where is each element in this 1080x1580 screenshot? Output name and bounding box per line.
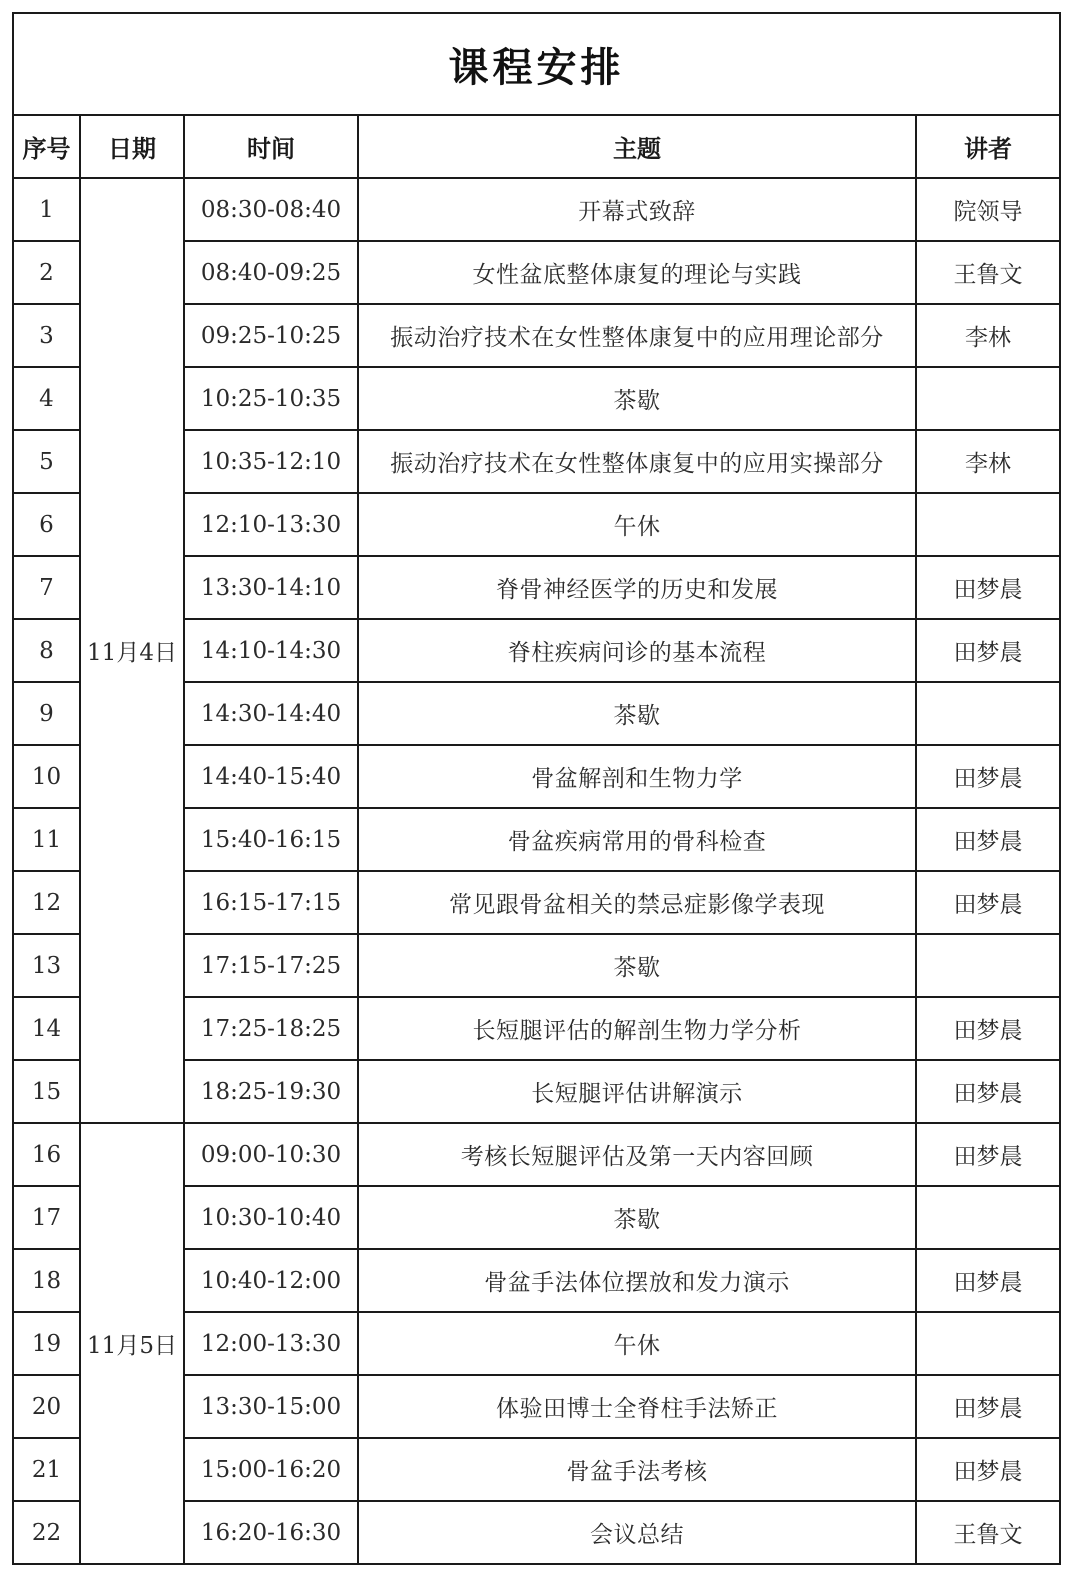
time-cell: 12:00-13:30 [184, 1312, 358, 1375]
speaker-cell: 李林 [916, 304, 1060, 367]
seq-cell: 8 [13, 619, 80, 682]
seq-cell: 4 [13, 367, 80, 430]
speaker-cell [916, 934, 1060, 997]
speaker-cell: 田梦晨 [916, 871, 1060, 934]
time-cell: 10:25-10:35 [184, 367, 358, 430]
seq-cell: 3 [13, 304, 80, 367]
topic-cell: 骨盆解剖和生物力学 [358, 745, 916, 808]
time-cell: 15:40-16:15 [184, 808, 358, 871]
time-cell: 17:25-18:25 [184, 997, 358, 1060]
time-cell: 16:15-17:15 [184, 871, 358, 934]
topic-cell: 骨盆手法考核 [358, 1438, 916, 1501]
seq-cell: 1 [13, 178, 80, 241]
speaker-cell [916, 682, 1060, 745]
speaker-cell: 李林 [916, 430, 1060, 493]
header-time: 时间 [184, 115, 358, 178]
speaker-cell [916, 1312, 1060, 1375]
time-cell: 09:00-10:30 [184, 1123, 358, 1186]
time-cell: 13:30-14:10 [184, 556, 358, 619]
header-speaker: 讲者 [916, 115, 1060, 178]
seq-cell: 9 [13, 682, 80, 745]
time-cell: 16:20-16:30 [184, 1501, 358, 1564]
schedule-table [12, 12, 1061, 1565]
time-cell: 14:30-14:40 [184, 682, 358, 745]
speaker-cell [916, 367, 1060, 430]
topic-cell: 常见跟骨盆相关的禁忌症影像学表现 [358, 871, 916, 934]
header-row [13, 115, 1060, 178]
seq-cell: 15 [13, 1060, 80, 1123]
time-cell: 15:00-16:20 [184, 1438, 358, 1501]
seq-cell: 12 [13, 871, 80, 934]
seq-cell: 19 [13, 1312, 80, 1375]
time-cell: 12:10-13:30 [184, 493, 358, 556]
topic-cell: 茶歇 [358, 934, 916, 997]
topic-cell: 会议总结 [358, 1501, 916, 1564]
seq-cell: 7 [13, 556, 80, 619]
topic-cell: 茶歇 [358, 1186, 916, 1249]
speaker-cell: 院领导 [916, 178, 1060, 241]
speaker-cell: 田梦晨 [916, 1060, 1060, 1123]
seq-cell: 13 [13, 934, 80, 997]
speaker-cell [916, 1186, 1060, 1249]
topic-cell: 午休 [358, 1312, 916, 1375]
topic-cell: 长短腿评估的解剖生物力学分析 [358, 997, 916, 1060]
time-cell: 17:15-17:25 [184, 934, 358, 997]
topic-cell: 午休 [358, 493, 916, 556]
table-title: 课程安排 [13, 13, 1060, 115]
seq-cell: 20 [13, 1375, 80, 1438]
seq-cell: 6 [13, 493, 80, 556]
time-cell: 08:40-09:25 [184, 241, 358, 304]
topic-cell: 体验田博士全脊柱手法矫正 [358, 1375, 916, 1438]
seq-cell: 2 [13, 241, 80, 304]
seq-cell: 17 [13, 1186, 80, 1249]
topic-cell: 茶歇 [358, 682, 916, 745]
time-cell: 10:30-10:40 [184, 1186, 358, 1249]
topic-cell: 考核长短腿评估及第一天内容回顾 [358, 1123, 916, 1186]
speaker-cell: 田梦晨 [916, 745, 1060, 808]
speaker-cell [916, 493, 1060, 556]
speaker-cell: 田梦晨 [916, 997, 1060, 1060]
speaker-cell: 田梦晨 [916, 1438, 1060, 1501]
time-cell: 13:30-15:00 [184, 1375, 358, 1438]
seq-cell: 10 [13, 745, 80, 808]
header-seq: 序号 [13, 115, 80, 178]
header-topic: 主题 [358, 115, 916, 178]
time-cell: 10:35-12:10 [184, 430, 358, 493]
speaker-cell: 田梦晨 [916, 556, 1060, 619]
seq-cell: 18 [13, 1249, 80, 1312]
seq-cell: 22 [13, 1501, 80, 1564]
time-cell: 09:25-10:25 [184, 304, 358, 367]
seq-cell: 11 [13, 808, 80, 871]
topic-cell: 开幕式致辞 [358, 178, 916, 241]
topic-cell: 振动治疗技术在女性整体康复中的应用实操部分 [358, 430, 916, 493]
date-cell: 11月4日 [80, 178, 184, 1123]
topic-cell: 振动治疗技术在女性整体康复中的应用理论部分 [358, 304, 916, 367]
header-date: 日期 [80, 115, 184, 178]
time-cell: 10:40-12:00 [184, 1249, 358, 1312]
time-cell: 14:10-14:30 [184, 619, 358, 682]
seq-cell: 21 [13, 1438, 80, 1501]
topic-cell: 长短腿评估讲解演示 [358, 1060, 916, 1123]
speaker-cell: 田梦晨 [916, 1249, 1060, 1312]
topic-cell: 骨盆手法体位摆放和发力演示 [358, 1249, 916, 1312]
topic-cell: 女性盆底整体康复的理论与实践 [358, 241, 916, 304]
speaker-cell: 田梦晨 [916, 1375, 1060, 1438]
time-cell: 08:30-08:40 [184, 178, 358, 241]
topic-cell: 骨盆疾病常用的骨科检查 [358, 808, 916, 871]
title-row [13, 13, 1060, 115]
topic-cell: 脊柱疾病问诊的基本流程 [358, 619, 916, 682]
topic-cell: 脊骨神经医学的历史和发展 [358, 556, 916, 619]
date-cell: 11月5日 [80, 1123, 184, 1564]
time-cell: 18:25-19:30 [184, 1060, 358, 1123]
seq-cell: 14 [13, 997, 80, 1060]
table-row [13, 1123, 1060, 1186]
speaker-cell: 王鲁文 [916, 1501, 1060, 1564]
table-row [13, 178, 1060, 241]
speaker-cell: 王鲁文 [916, 241, 1060, 304]
schedule-body [13, 178, 1060, 1564]
speaker-cell: 田梦晨 [916, 619, 1060, 682]
topic-cell: 茶歇 [358, 367, 916, 430]
time-cell: 14:40-15:40 [184, 745, 358, 808]
seq-cell: 5 [13, 430, 80, 493]
speaker-cell: 田梦晨 [916, 808, 1060, 871]
seq-cell: 16 [13, 1123, 80, 1186]
speaker-cell: 田梦晨 [916, 1123, 1060, 1186]
